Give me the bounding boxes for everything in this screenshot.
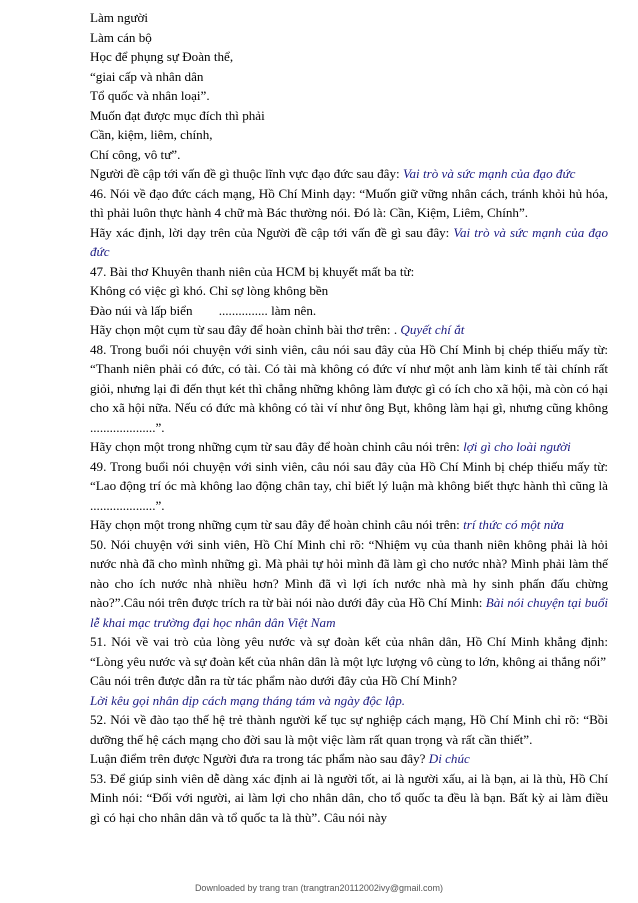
poem-line: Đào núi và lấp biển ............... làm nên. xyxy=(90,302,317,318)
answer-text: Lời kêu gọi nhân dịp cách mạng tháng tám và ngày độc lập. xyxy=(90,692,406,708)
question-48-prompt xyxy=(90,437,608,457)
document-page xyxy=(90,8,608,827)
question-text: Người đề cập tới vấn đề gì thuộc lĩnh vực đạo đức sau đây: xyxy=(90,166,403,181)
question-text: Hãy xác định, lời dạy trên của Người đề cập tới vấn đề gì sau đây: xyxy=(90,224,454,240)
poem-line: Không có việc gì khó. Chỉ sợ lòng không bền xyxy=(90,283,329,298)
answer-text: Vai trò và sức mạnh của đạo đức xyxy=(90,224,608,259)
poem-line: Cần, kiệm, liêm, chính, xyxy=(90,127,213,142)
question-46-prompt xyxy=(90,223,608,262)
question-49-prompt xyxy=(90,515,608,535)
question-text: Hãy chọn một trong những cụm từ sau đây để hoàn chỉnh câu nói trên: xyxy=(90,439,464,454)
poem-line: “giai cấp và nhân dân xyxy=(90,68,204,84)
question-45 xyxy=(90,164,608,184)
answer-text: lợi gì cho loài người xyxy=(463,439,571,454)
poem-line: Chí công, vô tư”. xyxy=(90,146,181,162)
question-53: 53. Để giúp sinh viên dễ dàng xác định ai là người tốt, ai là người xấu, ai là bạn, ai là thù, Hồ Chí Minh nói: “Đối với người, ai làm lợi cho nhân dân, cho tổ quốc ta đều là bạn. Bất kỳ ai làm điều gì có hại cho nhân dân và tổ quốc ta là thù”. Câu nói này xyxy=(90,770,608,825)
question-52-prompt xyxy=(90,749,608,769)
download-footer: Downloaded by trang tran (trangtran20112002ivy@gmail.com) xyxy=(194,883,444,893)
answer-text: Quyết chí ắt xyxy=(400,322,465,337)
question-51-prompt: Câu nói trên được dẫn ra từ tác phẩm nào dưới đây của Hồ Chí Minh? xyxy=(90,673,458,688)
question-51: 51. Nói về vai trò của lòng yêu nước và sự đoàn kết của nhân dân, Hồ Chí Minh khẳng định: “Lòng yêu nước và sự đoàn kết của nhân dân là một lực lượng vô cùng to lớn, không ai thắng nổi” xyxy=(90,634,608,669)
poem-line: Muốn đạt được mục đích thì phải xyxy=(90,107,265,123)
answer-text: Di chúc xyxy=(428,751,470,766)
answer-text: trí thức có một nửa xyxy=(463,517,564,532)
question-text: 50. Nói chuyện với sinh viên, Hồ Chí Minh chỉ rõ: “Nhiệm vụ của thanh niên không phải là hỏi nước nhà đã cho mình những gì. Mà phải tự hỏi mình đã làm gì cho nước nhà? Mình phải làm thế nào cho ích nước nhà nhiều hơn? Mình đã vì lợi ích nước nhà mà hy sinh phấn đấu chừng nào?”.Câu nói trên được trích ra từ bài nói nào dưới đây của Hồ Chí Minh: xyxy=(90,536,608,610)
poem-line: Làm người xyxy=(90,10,149,25)
question-46: 46. Nói về đạo đức cách mạng, Hồ Chí Minh dạy: “Muốn giữ vững nhân cách, tránh khỏi hủ hóa, thì phải luôn thực hành 4 chữ mà Bác thường nói. Đó là: Cần, Kiệm, Liêm, Chính”. xyxy=(90,185,608,220)
answer-text: Vai trò và sức mạnh của đạo đức xyxy=(402,166,576,181)
question-52: 52. Nói về đào tạo thế hệ trẻ thành người kế tục sự nghiệp cách mạng, Hồ Chí Minh chỉ rõ: “Bồi dưỡng thế hệ cách mạng cho đời sau là một việc làm rất quan trọng và rất cần thiết”. xyxy=(90,712,608,747)
poem-line: Làm cán bộ xyxy=(90,29,152,45)
question-50 xyxy=(90,535,608,633)
poem-line: Tổ quốc và nhân loại”. xyxy=(90,88,210,103)
question-text: Luận điểm trên được Người đưa ra trong tác phẩm nào sau đây? xyxy=(90,751,429,766)
question-48: 48. Trong buổi nói chuyện với sinh viên, câu nói sau đây của Hồ Chí Minh bị chép thiếu mấy từ: “Thanh niên phải có đức, có tài. Có tài mà không có đức ví như một anh làm kinh tế tài chính rất giỏi, nhưng lại đi đến thụt két thì chẳng những không làm được gì có ích cho xã hội, mà còn có hại cho xã hội nữa. Nếu có đức mà không có tài ví như ông Bụt, không làm hại gì, nhưng cũng không ....................”. xyxy=(90,341,608,435)
poem-line: Học để phụng sự Đoàn thể, xyxy=(90,49,234,64)
question-47: 47. Bài thơ Khuyên thanh niên của HCM bị khuyết mất ba từ: xyxy=(90,263,415,279)
question-text: Hãy chọn một trong những cụm từ sau đây để hoàn chỉnh câu nói trên: xyxy=(90,517,464,532)
question-text: Hãy chọn một cụm từ sau đây để hoàn chỉnh bài thơ trên: . xyxy=(90,322,401,337)
question-49: 49. Trong buổi nói chuyện với sinh viên, câu nói sau đây của Hồ Chí Minh bị chép thiếu mấy từ: “Lao động trí óc mà không lao động chân tay, chỉ biết lý luận mà không biết thực hành thì cũng là ....................”. xyxy=(90,458,608,513)
question-47-prompt xyxy=(90,320,608,340)
answer-text: Bài nói chuyện tại buổi lễ khai mạc trường đại học nhân dân Việt Nam xyxy=(90,595,608,630)
